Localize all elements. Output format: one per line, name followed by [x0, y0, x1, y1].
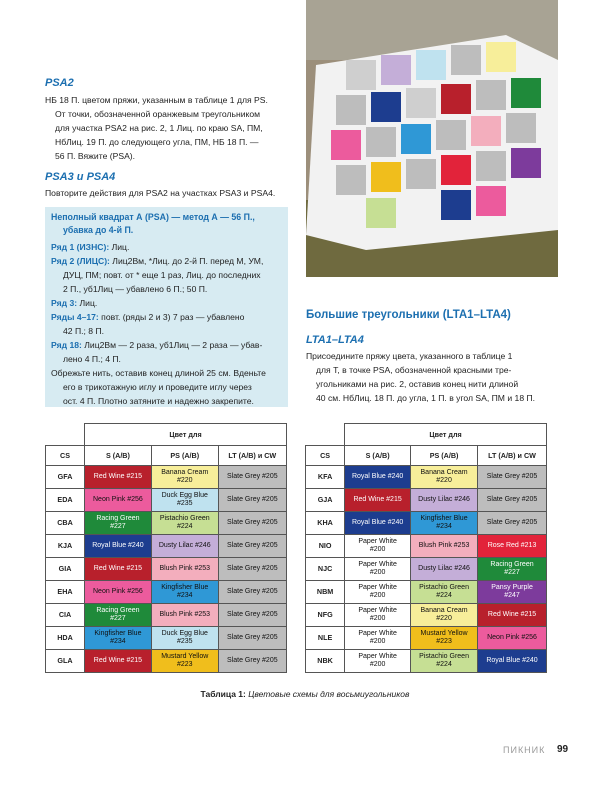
table-row	[46, 558, 287, 581]
color-cell-s	[345, 650, 411, 673]
cs-code: KJA	[46, 535, 85, 558]
cell-text: #227	[110, 615, 126, 622]
cell-text: #224	[436, 592, 452, 599]
cell-text: Racing Green	[96, 607, 140, 614]
column-header-cs: CS	[306, 446, 345, 466]
table-row	[306, 604, 547, 627]
page-number: 99	[557, 744, 569, 755]
color-cell-ps	[411, 604, 478, 627]
cell-text: Racing Green	[490, 561, 534, 568]
cs-code: NBK	[306, 650, 345, 673]
color-cell-ps	[151, 627, 218, 650]
color-table-right	[305, 423, 547, 673]
cell-text: Slate Grey #205	[227, 519, 278, 526]
psa2-line: НбЛиц. 19 П. до следующего угла, ПМ, НБ 18 П. —	[55, 137, 259, 147]
psa34-heading: PSA3 и PSA4	[45, 171, 116, 183]
cell-text: Banana Cream	[420, 607, 468, 614]
color-cell-ps	[151, 535, 218, 558]
cell-text: Neon Pink #256	[487, 634, 537, 641]
color-cell-ps	[151, 489, 218, 512]
panel-row: Ряд 2 (ЛИЦС): Лиц2Вм, *Лиц. до 2-й П. перед М, УМ,	[51, 256, 264, 266]
column-header-ps: PS (A/B)	[411, 446, 478, 466]
color-cell-lt	[218, 650, 286, 673]
cell-text: Paper White	[358, 607, 397, 614]
table-caption: Таблица 1: Цветовые схемы для восьмиугольников	[200, 689, 410, 699]
cell-text: Red Wine #215	[487, 611, 537, 618]
cell-text: #227	[504, 569, 520, 576]
color-cell-ps	[151, 604, 218, 627]
color-cell-lt	[218, 535, 286, 558]
table-row	[306, 466, 547, 489]
psa2-line: От точки, обозначенной оранжевым треугольником	[55, 109, 261, 119]
color-cell-lt	[218, 558, 286, 581]
cell-text: Kingfisher Blue	[94, 630, 142, 637]
color-cell-ps	[151, 581, 218, 604]
cell-text: Blush Pink #253	[418, 542, 470, 549]
cell-text: Pistachio Green	[419, 653, 469, 660]
cell-text: Blush Pink #253	[159, 565, 211, 572]
color-cell-ps	[151, 466, 218, 489]
color-cell-s	[345, 581, 411, 604]
color-cell-s	[85, 581, 152, 604]
cell-text: Duck Egg Blue	[161, 630, 208, 637]
color-cell-lt	[478, 558, 547, 581]
cs-code: NLE	[306, 627, 345, 650]
cell-text: Slate Grey #205	[486, 473, 538, 480]
color-cell-ps	[411, 489, 478, 512]
table-row	[306, 558, 547, 581]
color-cell-lt	[478, 604, 547, 627]
header-group: Цвет для	[345, 424, 547, 446]
lta-subheading: LTA1–LTA4	[306, 334, 364, 346]
panel-row: Ряд 3: Лиц.	[51, 298, 98, 308]
cell-text: #247	[504, 592, 520, 599]
column-header-s: S (A/B)	[345, 446, 411, 466]
color-cell-ps	[411, 466, 478, 489]
table-row	[46, 466, 287, 489]
color-cell-s	[345, 512, 411, 535]
cell-text: #224	[436, 661, 452, 668]
color-cell-lt	[478, 650, 547, 673]
cell-text: #220	[436, 477, 452, 484]
cell-text: Paper White	[358, 538, 397, 545]
color-cell-ps	[151, 558, 218, 581]
color-cell-ps	[411, 512, 478, 535]
cell-text: Royal Blue #240	[92, 542, 144, 549]
cell-text: Red Wine #215	[93, 565, 143, 572]
cell-text: Slate Grey #205	[227, 473, 278, 480]
cell-text: Dusty Lilac #246	[418, 496, 470, 503]
psa2-line: НБ 18 П. цветом пряжи, указанным в таблице 1 для PS.	[45, 95, 268, 105]
cell-text: Red Wine #215	[93, 657, 143, 664]
cs-code: NBM	[306, 581, 345, 604]
panel-row: Обрежьте нить, оставив конец длиной 25 см. Вденьте	[51, 368, 266, 378]
color-cell-lt	[478, 512, 547, 535]
psa2-line: 56 П. Вяжите (PSA).	[55, 151, 136, 161]
cell-text: Dusty Lilac #246	[418, 565, 470, 572]
cell-text: Banana Cream	[420, 469, 468, 476]
color-cell-lt	[218, 466, 286, 489]
instruction-panel: Неполный квадрат А (PSA) — метод А — 56 П., убавка до 4-й П. Ряд 1 (ИЗНС): Лиц. Ряд 2 (ЛИЦС): Лиц2Вм, *Лиц. до 2-й П. перед М, УМ, ДУЦ, ПМ; повт. от * еще 1 раз, Лиц. до последних 2 П., уб1Лиц — убавлено 6 П.; 50 П. Ряд 3: Лиц. Ряды 4–17: повт. (ряды 2 и 3) 7 раз — убавлено 42 П.; 8 П. Ряд 18: Лиц2Вм — 2 раза, уб1Лиц — 2 раза — убав- лено 4 П.; 4 П. Обрежьте нить, оставив конец длиной 25 см. Вденьте его в трикотажную иглу и проведите иглу через ост. 4 П. Плотно затяните и надежно закрепите.	[45, 207, 288, 407]
column-header-lt: LT (A/B) и CW	[478, 446, 547, 466]
color-cell-lt	[218, 627, 286, 650]
color-cell-lt	[478, 581, 547, 604]
cell-text: Kingfisher Blue	[420, 515, 468, 522]
color-cell-s	[85, 535, 152, 558]
table-row	[306, 650, 547, 673]
table-row	[46, 535, 287, 558]
table-row	[46, 489, 287, 512]
cell-text: #200	[369, 592, 386, 599]
cell-text: #200	[369, 615, 386, 622]
footer-section: ПИКНИК	[503, 745, 546, 755]
cell-text: #220	[176, 477, 193, 484]
table-row	[46, 512, 287, 535]
color-cell-lt	[218, 581, 286, 604]
cell-text: Slate Grey #205	[227, 542, 278, 549]
cell-text: Rose Red #213	[487, 542, 537, 549]
column-header-ps: PS (A/B)	[151, 446, 218, 466]
cell-text: Paper White	[358, 561, 397, 568]
cell-text: Paper White	[358, 653, 397, 660]
table-row	[46, 627, 287, 650]
cell-text: Slate Grey #205	[227, 657, 278, 664]
cell-text: #223	[176, 661, 193, 668]
color-cell-ps	[151, 512, 218, 535]
color-cell-s	[85, 650, 152, 673]
table-row	[306, 627, 547, 650]
cs-code: HDA	[46, 627, 85, 650]
header-group: Цвет для	[85, 424, 287, 446]
table-row	[46, 604, 287, 627]
column-header-s: S (A/B)	[85, 446, 152, 466]
cell-text: #235	[176, 500, 193, 507]
psa34-text: Повторите действия для PSA2 на участках PSA3 и PSA4.	[45, 188, 276, 198]
cell-text: #234	[176, 592, 193, 599]
cell-text: Slate Grey #205	[486, 496, 538, 503]
panel-title: Неполный квадрат А (PSA) — метод А — 56 П., убавка до 4-й П.	[51, 212, 255, 235]
color-cell-ps	[411, 650, 478, 673]
cs-code: GIA	[46, 558, 85, 581]
lta-heading: Большие треугольники (LTA1–LTA4)	[306, 309, 511, 321]
panel-row: Ряд 18: Лиц2Вм — 2 раза, уб1Лиц — 2 раза — убав-	[51, 340, 263, 350]
cell-text: Slate Grey #205	[227, 565, 278, 572]
cell-text: Dusty Lilac #246	[158, 542, 211, 549]
table-row	[46, 581, 287, 604]
color-cell-ps	[411, 627, 478, 650]
color-cell-lt	[478, 489, 547, 512]
cell-text: Slate Grey #205	[227, 634, 278, 641]
color-cell-lt	[218, 489, 286, 512]
color-cell-lt	[478, 627, 547, 650]
cell-text: #200	[369, 569, 386, 576]
panel-row: Ряды 4–17: повт. (ряды 2 и 3) 7 раз — убавлено	[51, 312, 245, 322]
color-cell-s	[85, 604, 152, 627]
cell-text: Royal Blue #240	[486, 657, 538, 664]
color-table-left	[45, 423, 287, 673]
cell-text: Pistachio Green	[419, 584, 469, 591]
cs-code: NJC	[306, 558, 345, 581]
cell-text: Pistachio Green	[159, 515, 210, 522]
column-header-cs: CS	[46, 446, 85, 466]
lta-text: Присоедините пряжу цвета, указанного в таблице 1 для Т, в точке PSA, обозначенной красными тре- угольниками на рис. 2, оставив конец нити длиной 40 см. НбЛиц. 18 П. до угла, 1 П. в угол SA, ПМ и 18 П.	[306, 351, 536, 403]
cell-text: #200	[369, 638, 386, 645]
cs-code: KHA	[306, 512, 345, 535]
cs-code: NFG	[306, 604, 345, 627]
cs-code: NIO	[306, 535, 345, 558]
color-cell-s	[85, 627, 152, 650]
cs-code: CBA	[46, 512, 85, 535]
blanket-photo	[306, 0, 558, 277]
cell-text: Kingfisher Blue	[161, 584, 209, 591]
cell-text: Neon Pink #256	[93, 588, 143, 595]
cell-text: #200	[369, 546, 386, 553]
cs-code: EHA	[46, 581, 85, 604]
color-cell-ps	[411, 581, 478, 604]
cs-code: GJA	[306, 489, 345, 512]
cell-text: #235	[176, 638, 193, 645]
panel-row: Ряд 1 (ИЗНС): Лиц.	[51, 242, 130, 252]
cell-text: Pansy Purple	[491, 584, 533, 591]
cs-code: KFA	[306, 466, 345, 489]
cs-code: EDA	[46, 489, 85, 512]
cell-text: Mustard Yellow	[420, 630, 468, 637]
table-row	[306, 581, 547, 604]
cell-text: Red Wine #215	[93, 473, 143, 480]
cell-text: #200	[369, 661, 386, 668]
cell-text: Red Wine #215	[353, 496, 402, 503]
cell-text: Mustard Yellow	[161, 653, 209, 660]
cs-code: CIA	[46, 604, 85, 627]
cell-text: #227	[110, 523, 126, 530]
psa2-text	[45, 93, 295, 163]
cs-code: GLA	[46, 650, 85, 673]
cell-text: Paper White	[358, 584, 397, 591]
color-cell-s	[345, 535, 411, 558]
cell-text: Duck Egg Blue	[161, 492, 208, 499]
cell-text: Banana Cream	[161, 469, 209, 476]
cell-text: Blush Pink #253	[159, 611, 211, 618]
color-cell-ps	[411, 558, 478, 581]
cell-text: Slate Grey #205	[227, 496, 278, 503]
cell-text: #234	[436, 523, 452, 530]
color-cell-ps	[151, 650, 218, 673]
psa2-heading: PSA2	[45, 77, 74, 89]
cs-code: GFA	[46, 466, 85, 489]
cell-text: Slate Grey #205	[486, 519, 538, 526]
color-cell-s	[345, 558, 411, 581]
cell-text: Slate Grey #205	[227, 611, 278, 618]
cell-text: Paper White	[358, 630, 397, 637]
color-cell-s	[345, 466, 411, 489]
column-header-lt: LT (A/B) и CW	[218, 446, 286, 466]
cell-text: Slate Grey #205	[227, 588, 278, 595]
color-cell-lt	[218, 604, 286, 627]
color-cell-s	[345, 489, 411, 512]
table-row	[306, 489, 547, 512]
color-cell-s	[85, 558, 152, 581]
table-row	[46, 650, 287, 673]
color-cell-ps	[411, 535, 478, 558]
table-row	[306, 535, 547, 558]
cell-text: Racing Green	[96, 515, 140, 522]
cell-text: #234	[110, 638, 126, 645]
cell-text: Royal Blue #240	[351, 473, 404, 480]
color-cell-s	[345, 604, 411, 627]
color-cell-s	[345, 627, 411, 650]
cell-text: Royal Blue #240	[351, 519, 404, 526]
color-cell-s	[85, 512, 152, 535]
cell-text: #223	[436, 638, 452, 645]
color-cell-lt	[478, 535, 547, 558]
color-cell-lt	[218, 512, 286, 535]
color-cell-s	[85, 466, 152, 489]
cell-text: #224	[176, 523, 193, 530]
cell-text: #220	[436, 615, 452, 622]
cell-text: Neon Pink #256	[93, 496, 143, 503]
color-cell-lt	[478, 466, 547, 489]
table-row	[306, 512, 547, 535]
color-cell-s	[85, 489, 152, 512]
psa2-line: для участка PSA2 на рис. 2, 1 Лиц. по краю SA, ПМ,	[55, 123, 263, 133]
